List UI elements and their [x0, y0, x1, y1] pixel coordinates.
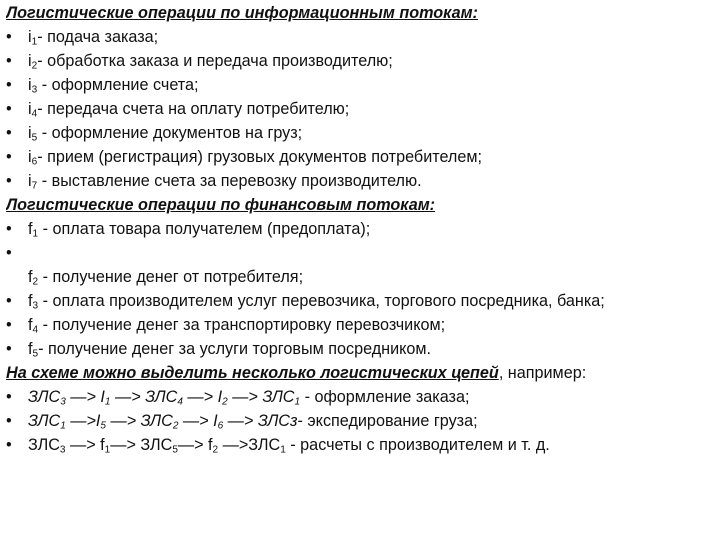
bullet-icon: • — [6, 124, 12, 142]
bullet-icon: • — [6, 412, 12, 430]
bullet-icon: • — [6, 172, 12, 190]
info-item-6: • $i_6-$ прием (регистрация) грузовых документов потребителем; — [6, 145, 716, 169]
bullet-icon: • — [6, 28, 12, 46]
fin-flows-heading: Логистические операции по финансовым потокам: — [6, 196, 436, 214]
chain-item-2: • $ЗЛС_1$ $—>I_5$ —> $ЗЛС_2$ —> $I_6$ —> ЗЛСз- экспедирование груза; — [6, 409, 716, 433]
bullet-icon: • — [6, 52, 12, 70]
bullet-icon: • — [6, 76, 12, 94]
info-item-2: • $i_2-$ обработка заказа и передача производителю; — [6, 49, 716, 73]
chain-item-1: • $ЗЛС_3$ —> $I_1$ —> $ЗЛС_4$ —> $I_2$ —> $ЗЛС_1$ - оформление заказа; — [6, 385, 716, 409]
fin-item-4: • $f_4$ - получение денег за транспортировку перевозчиком; — [6, 313, 716, 337]
chain-item-3: • $ЗЛС_3$ —> $f_1—>$ $ЗЛС_5—> f_2$ $—>ЗЛС_1$ - расчеты с производителем и т. д. — [6, 433, 716, 457]
bullet-icon: • — [6, 220, 12, 238]
info-item-1: • $i_1-$ подача заказа; — [6, 25, 716, 49]
slide-content — [6, 1, 716, 457]
bullet-icon: • — [6, 388, 12, 406]
bullet-icon: • — [6, 244, 12, 262]
fin-item-empty-bullet — [6, 241, 716, 265]
bullet-icon: • — [6, 340, 12, 358]
info-item-7: • $i_7$ - выставление счета за перевозку производителю. — [6, 169, 716, 193]
chains-heading: На схеме можно выделить несколько логистических цепей, например: — [6, 364, 587, 382]
info-item-3: • $i_3$ - оформление счета; — [6, 73, 716, 97]
fin-item-3: • $f_3$ - оплата производителем услуг перевозчика, торгового посредника, банка; — [6, 289, 716, 313]
bullet-icon: • — [6, 292, 12, 310]
fin-item-5: • $f_5-$ получение денег за услуги торговым посредником. — [6, 337, 716, 361]
info-item-4: • $i_4-$ передача счета на оплату потребителю; — [6, 97, 716, 121]
fin-item-1: • $f_1$ - оплата товара получателем (предоплата); — [6, 217, 716, 241]
info-item-5: • $i_5$ - оформление документов на груз; — [6, 121, 716, 145]
bullet-icon: • — [6, 100, 12, 118]
info-flows-heading: Логистические операции по информационным потокам: — [6, 4, 478, 22]
fin-item-2: $f_2$ - получение денег от потребителя; — [28, 268, 304, 288]
bullet-icon: • — [6, 148, 12, 166]
bullet-icon: • — [6, 436, 12, 454]
bullet-icon: • — [6, 316, 12, 334]
